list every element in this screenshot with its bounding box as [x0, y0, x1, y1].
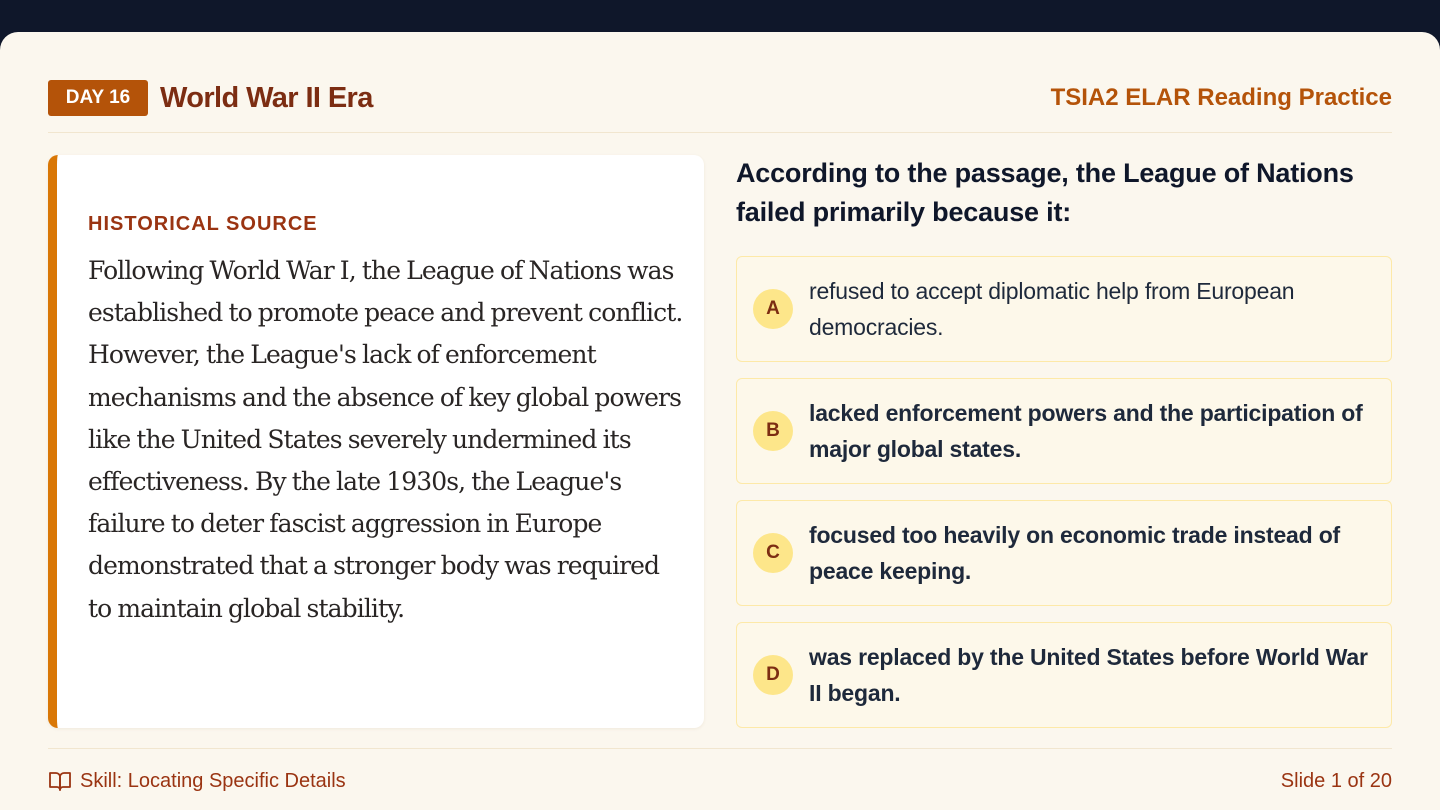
option-b[interactable] [736, 378, 1392, 484]
passage-text: Following World War I, the League of Nations was established to promote peace and prevent conflict. However, the League's lack of enforcement mechanisms and the absence of key global powers like the United States severely undermined its effectiveness. By the late 1930s, the League's failure to deter fascist aggression in Europe demonstrated that a stronger body was required to maintain global stability. [88, 256, 683, 623]
option-d[interactable] [736, 622, 1392, 728]
option-text: lacked enforcement powers and the participation of major global states. [809, 400, 1363, 462]
day-badge: DAY 16 [48, 80, 148, 116]
option-letter-badge: A [753, 289, 793, 329]
source-label: HISTORICAL SOURCE [88, 213, 318, 235]
option-a[interactable] [736, 256, 1392, 362]
answer-options [736, 256, 1392, 744]
book-open-icon [48, 770, 72, 792]
question-prompt: According to the passage, the League of Nations failed primarily because it: [736, 158, 1354, 227]
skill-label [48, 769, 346, 793]
page-title: World War II Era [160, 82, 373, 114]
option-letter-badge: B [753, 411, 793, 451]
slide-footer [48, 748, 1392, 796]
slide [0, 32, 1440, 810]
option-text: was replaced by the United States before World War II began. [809, 644, 1368, 706]
option-letter-badge: C [753, 533, 793, 573]
slide-header [48, 80, 1392, 133]
course-title: TSIA2 ELAR Reading Practice [1050, 84, 1392, 111]
option-text: focused too heavily on economic trade instead of peace keeping. [809, 522, 1341, 584]
passage-card [48, 155, 704, 728]
option-letter-badge: D [753, 655, 793, 695]
slide-counter: Slide 1 of 20 [1280, 770, 1392, 792]
option-text: refused to accept diplomatic help from European democracies. [809, 278, 1295, 340]
option-c[interactable] [736, 500, 1392, 606]
skill-text: Skill: Locating Specific Details [80, 769, 346, 792]
